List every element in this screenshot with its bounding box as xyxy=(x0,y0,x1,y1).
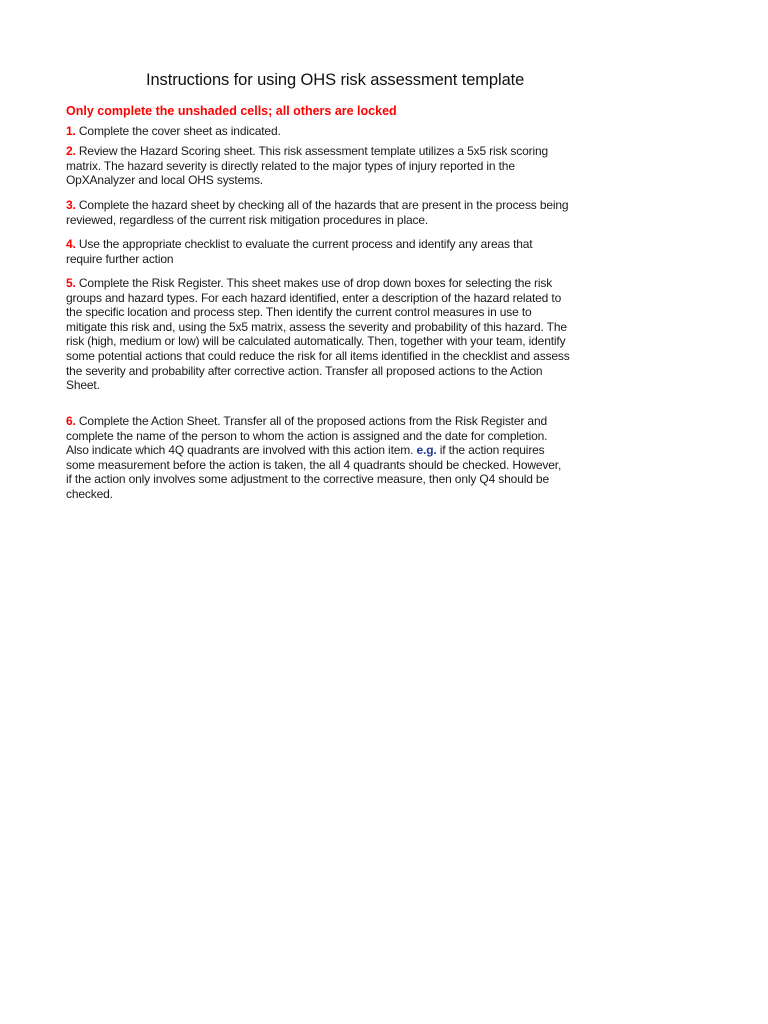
locked-cells-notice: Only complete the unshaded cells; all others are locked xyxy=(66,104,397,118)
instruction-step-4 xyxy=(66,237,570,266)
step-number: 6. xyxy=(66,414,76,428)
step-text: Review the Hazard Scoring sheet. This risk assessment template utilizes a 5x5 risk scoring matrix. The hazard severity is directly related to the major types of injury reported in the OpXAnalyzer and local OHS systems. xyxy=(66,144,549,188)
step-number: 4. xyxy=(66,237,76,251)
step-number: 3. xyxy=(66,198,76,212)
step-number: 5. xyxy=(66,276,76,290)
page-title: Instructions for using OHS risk assessment template xyxy=(146,71,525,89)
step-text: Complete the hazard sheet by checking all of the hazards that are present in the process being reviewed, regardless of the current risk mitigation procedures in place. xyxy=(66,198,569,227)
instruction-step-3 xyxy=(66,198,570,227)
step-number: 1. xyxy=(66,124,76,138)
step-number: 2. xyxy=(66,144,76,158)
step-text: Use the appropriate checklist to evaluate the current process and identify any areas that require further action xyxy=(66,237,533,266)
step-text: Complete the Action Sheet. Transfer all of the proposed actions from the Risk Register and complete the name of the person to whom the action is assigned and the date for completion. Also indicate which 4Q quadrants are involved with this action item. xyxy=(66,414,548,458)
instruction-step-1 xyxy=(66,124,570,139)
instruction-step-2 xyxy=(66,144,570,188)
step-text: Complete the Risk Register. This sheet makes use of drop down boxes for selecting the risk groups and hazard types. For each hazard identified, enter a description of the hazard related to the specific location and process step. Then identify the current control measures in use to mitigate this risk and, using the 5x5 matrix, assess the severity and probability of this hazard. The risk (high, medium or low) will be calculated automatically. Then, together with your team, identify some potential actions that could reduce the risk for all items identified in the checklist and assess the severity and probability after corrective action. Transfer all proposed actions to the Action Sheet. xyxy=(66,276,570,393)
instruction-step-5 xyxy=(66,276,570,393)
example-abbreviation: e.g. xyxy=(416,443,437,458)
step-text-continued: if the action requires some measurement before the action is taken, the all 4 quadrants should be checked. However, if the action only involves some adjustment to the corrective measure, then only Q4 should be checked. xyxy=(66,443,562,501)
instruction-step-6 xyxy=(66,414,570,502)
step-text: Complete the cover sheet as indicated. xyxy=(75,124,281,138)
